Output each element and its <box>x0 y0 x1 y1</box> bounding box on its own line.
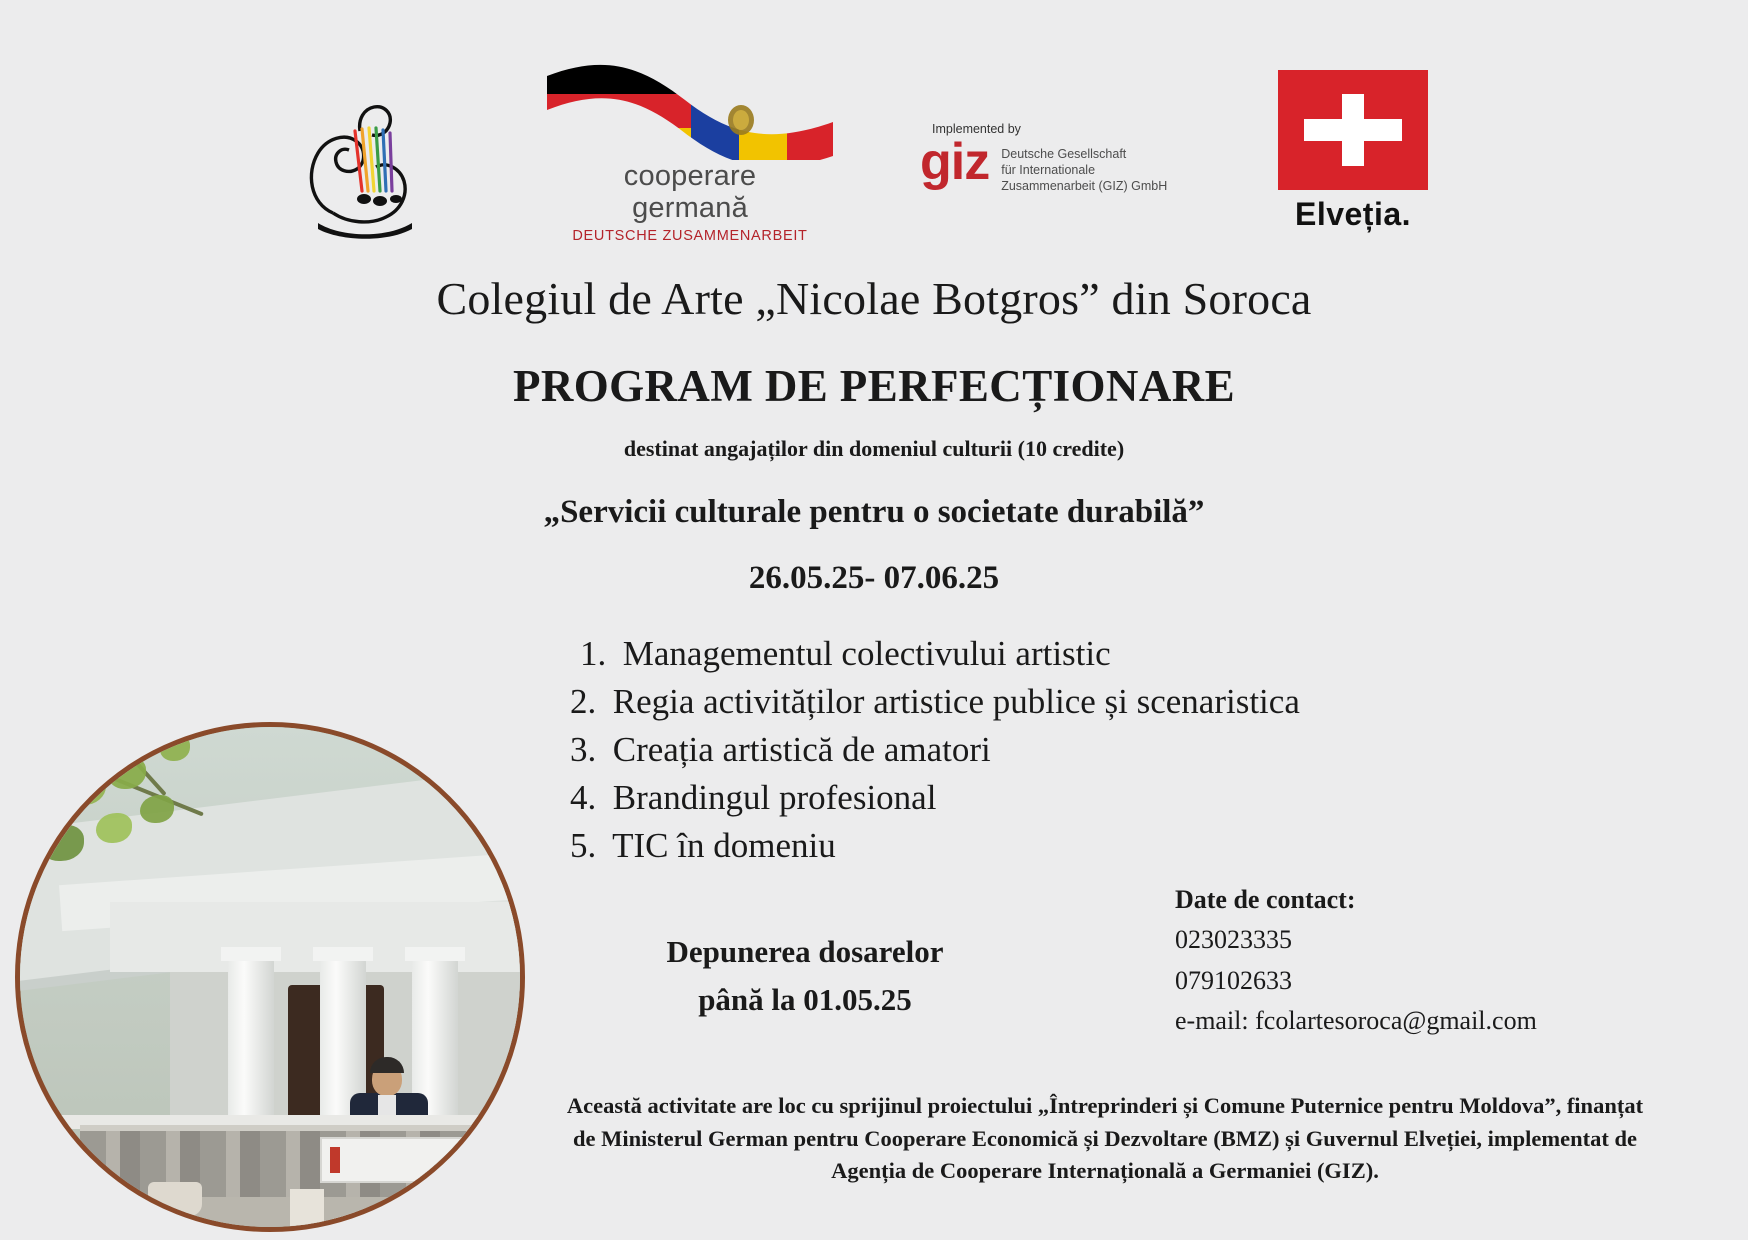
submission-line-2: până la 01.05.25 <box>698 982 912 1018</box>
funding-footnote: Această activitate are loc cu sprijinul proiectului „Întreprinderi și Comune Puternice pentru Moldova”, finanțat de Ministerul German pentru Cooperare Economică și Dezvoltare (BMZ) și Guvernul Elveției, implementat de Agenția de Cooperare Internațională a Germaniei (GIZ). <box>566 1093 1644 1184</box>
institution-name: Colegiul de Arte „Nicolae Botgros” din Soroca <box>436 273 1312 324</box>
submission-deadline <box>595 928 1015 1024</box>
coop-line-3: DEUTSCHE ZUSAMMENARBEIT <box>572 227 808 244</box>
list-item <box>570 774 1470 822</box>
module-number: 4. <box>570 777 597 817</box>
lyre-masks-icon <box>300 95 430 240</box>
submission-line-1: Depunerea dosarelor <box>666 934 944 969</box>
giz-implemented-by-label: Implemented by <box>932 122 1021 136</box>
coop-line-2: germană <box>632 192 748 225</box>
module-number: 3. <box>570 729 597 769</box>
swiss-flag-icon <box>1278 70 1428 190</box>
list-item <box>570 678 1470 726</box>
swiss-label: Elveția. <box>1294 196 1412 232</box>
coop-line-1: cooperare <box>623 160 757 192</box>
list-item <box>570 630 1470 678</box>
tree-foliage <box>15 722 260 967</box>
list-item <box>570 822 1470 870</box>
contact-phone-1: 023023335 <box>1175 925 1292 955</box>
program-theme: „Servicii culturale pentru o societate durabilă” <box>543 494 1205 530</box>
giz-name-line-3: Zusammenarbeit (GIZ) GmbH <box>1001 179 1168 193</box>
modules-list <box>570 630 1470 870</box>
cooperare-germana-logo <box>545 60 835 250</box>
module-label: Managementul colectivului artistic <box>622 634 1111 673</box>
german-moldovan-flag-ribbon <box>545 60 835 160</box>
giz-full-name <box>1001 146 1167 194</box>
module-number: 2. <box>570 681 597 721</box>
giz-name-line-2: für Internationale <box>1001 163 1096 177</box>
module-number: 1. <box>580 634 607 673</box>
giz-wordmark: giz <box>920 133 990 191</box>
page-subtitle: destinat angajaților din domeniul culturii (10 credite) <box>623 436 1125 461</box>
page-title: PROGRAM DE PERFECȚIONARE <box>512 361 1236 411</box>
contact-phone-2: 079102633 <box>1175 965 1292 995</box>
contact-block <box>1175 880 1695 1041</box>
module-label: TIC în domeniu <box>612 825 836 865</box>
building-photo <box>15 722 525 1232</box>
program-dates: 26.05.25- 07.06.25 <box>748 560 1000 596</box>
list-item <box>570 726 1470 774</box>
module-label: Regia activităților artistice publice și scenaristica <box>612 681 1300 721</box>
module-label: Creația artistică de amatori <box>612 729 991 769</box>
contact-email: e-mail: fcolartesoroca@gmail.com <box>1175 1005 1537 1035</box>
giz-name-line-1: Deutsche Gesellschaft <box>1001 147 1127 161</box>
module-label: Brandingul profesional <box>612 777 937 817</box>
switzerland-logo <box>1268 70 1438 233</box>
contact-title: Date de contact: <box>1175 885 1356 914</box>
giz-logo <box>920 122 1180 194</box>
module-number: 5. <box>570 825 597 865</box>
logo-bar <box>0 40 1748 244</box>
